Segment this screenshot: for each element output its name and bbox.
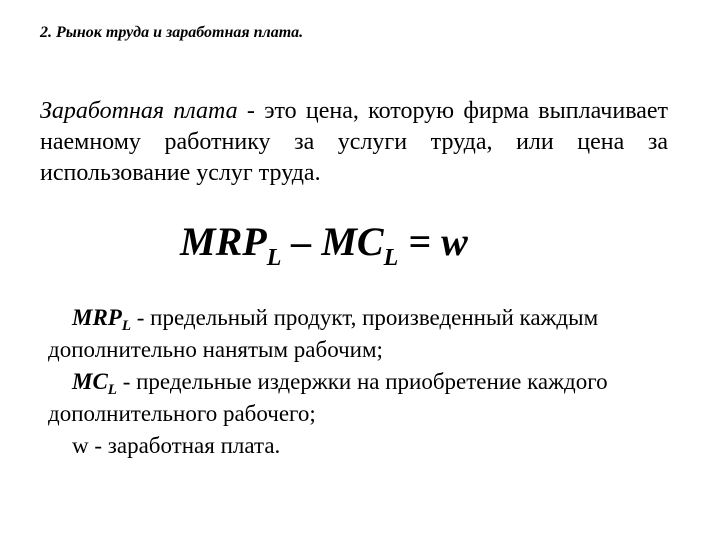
legend-mc-desc2: дополнительного рабочего; [48,401,316,426]
wage-formula [180,218,468,271]
section-heading [40,24,303,42]
section-title: Рынок труда и заработная плата. [56,24,304,41]
legend-w-desc: - заработная плата. [88,433,281,458]
formula-term-mc: MC [321,219,384,264]
legend-mrp-symbol-sub: L [121,318,132,334]
legend-mc-line1 [48,366,680,398]
formula-sub-mc: L [383,245,399,271]
legend-mc-symbol-text: MC [72,369,108,394]
legend-w-line [48,430,680,462]
legend-mc-symbol-sub: L [107,382,117,398]
legend-mrp-desc2: дополнительно нанятым рабочим; [48,337,383,362]
legend-mrp-symbol-text: MRP [72,305,122,330]
section-number: 2. [40,24,52,41]
wage-definition [40,96,668,189]
formula-legend [48,302,680,462]
formula-sub-mrp: L [266,245,282,271]
legend-w-symbol: w [72,433,89,458]
legend-mrp-line1 [48,302,680,334]
formula-equals: = [398,219,442,264]
definition-text: это цена, которую фирма выплачивает наемному работнику за услуги труда, или цена за использование услуг труда. [40,98,668,186]
formula-result: w [441,219,468,264]
definition-term: Заработная плата - [40,98,265,124]
legend-mc-symbol [72,369,117,398]
legend-mrp-desc1: - предельный продукт, произведенный каждым [131,305,599,330]
legend-mc-desc1: - предельные издержки на приобретение каждого [116,369,608,394]
legend-mrp-symbol [72,305,132,334]
formula-minus: – [281,219,322,264]
formula-term-mrp: MRP [180,219,267,264]
